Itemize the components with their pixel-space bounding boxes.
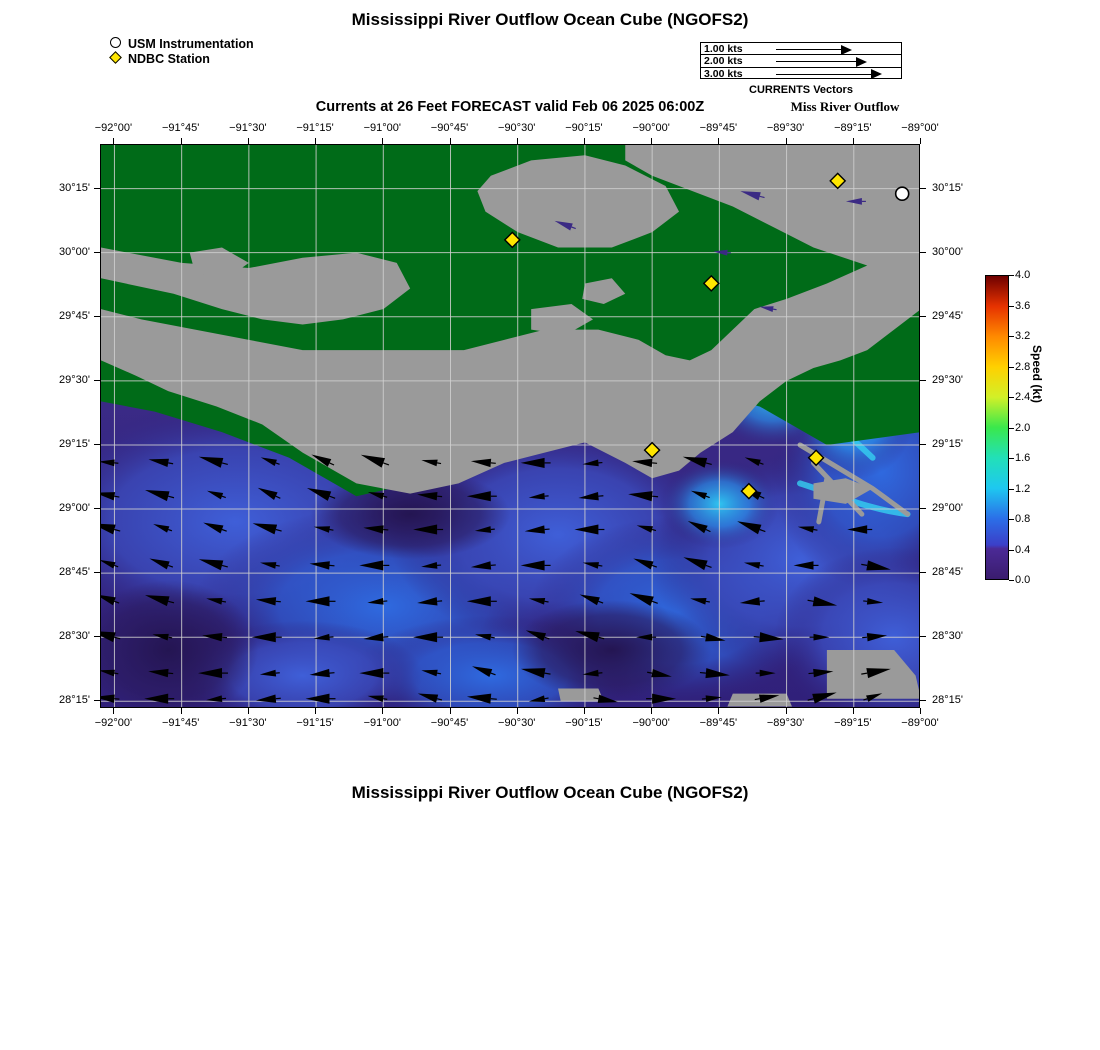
axis-tick-label: 30°00' <box>59 245 90 258</box>
axis-tick <box>920 188 926 189</box>
axis-tick-label: −89°00' <box>901 122 939 134</box>
colorbar-tick-label: 2.8 <box>1015 360 1031 373</box>
axis-tick <box>517 138 518 144</box>
speed-colorbar <box>985 275 1009 580</box>
axis-tick <box>853 138 854 144</box>
axis-tick-label: −90°15' <box>565 122 603 134</box>
colorbar-tick-label: 0.8 <box>1015 513 1031 525</box>
axis-tick <box>382 708 383 714</box>
axis-tick-label: −89°00' <box>901 717 939 729</box>
axis-tick-label: −90°45' <box>430 717 469 729</box>
axis-tick-label: 28°30' <box>59 630 90 643</box>
vector-arrow-icon-1 <box>841 45 852 55</box>
axis-tick <box>651 138 652 144</box>
axis-tick <box>94 508 100 509</box>
axis-tick-label: 30°15' <box>59 181 90 194</box>
axis-tick <box>920 508 926 509</box>
vector-scale-box <box>700 42 902 79</box>
axis-tick-label: −90°30' <box>498 717 536 729</box>
axis-tick <box>920 572 926 573</box>
axis-tick <box>94 252 100 253</box>
currents-vectors-label: CURRENTS Vectors <box>749 84 853 96</box>
colorbar-tick <box>1009 580 1014 581</box>
region-label: Miss River Outflow <box>790 99 900 114</box>
axis-tick-label: −89°15' <box>834 717 872 729</box>
axis-tick-label: −91°15' <box>296 717 334 729</box>
legend-item-ndbc <box>108 52 254 66</box>
colorbar-title: Speed (kt) <box>1030 345 1044 404</box>
circle-marker-icon <box>108 37 126 51</box>
axis-tick-label: −91°00' <box>363 122 401 134</box>
page-title-bottom: Mississippi River Outflow Ocean Cube (NGOFS2) <box>351 783 749 802</box>
axis-tick <box>853 708 854 714</box>
axis-tick-label: −91°45' <box>161 122 200 134</box>
axis-tick <box>94 380 100 381</box>
diamond-marker-icon <box>108 52 126 66</box>
axis-tick-label: −90°00' <box>632 122 670 134</box>
axis-tick-label: −90°45' <box>430 122 469 134</box>
colorbar-tick-label: 4.0 <box>1015 269 1031 281</box>
axis-tick <box>450 708 451 714</box>
axis-tick-label: 29°15' <box>59 437 90 450</box>
axis-tick-label: 29°45' <box>932 309 963 322</box>
axis-tick <box>315 708 316 714</box>
axis-tick <box>920 252 926 253</box>
colorbar-tick <box>1009 489 1014 490</box>
axis-tick-label: −89°45' <box>699 717 738 729</box>
axis-tick <box>94 572 100 573</box>
axis-tick <box>382 138 383 144</box>
axis-tick <box>517 708 518 714</box>
axis-tick-label: −89°45' <box>699 122 738 134</box>
colorbar-tick-label: 3.2 <box>1015 330 1031 342</box>
vector-scale-label-3: 3.00 kts <box>704 67 743 80</box>
axis-tick-label: −90°15' <box>565 717 603 729</box>
axis-tick <box>920 708 921 714</box>
axis-tick-label: 30°00' <box>932 245 963 258</box>
axis-tick-label: −91°00' <box>363 717 401 729</box>
legend-label-usm: USM Instrumentation <box>128 37 254 51</box>
axis-tick <box>584 708 585 714</box>
vector-arrow-icon-2 <box>856 57 867 67</box>
axis-tick-label: −91°15' <box>296 122 334 134</box>
axis-tick <box>651 708 652 714</box>
axis-tick <box>248 708 249 714</box>
axis-tick <box>94 188 100 189</box>
axis-tick <box>94 636 100 637</box>
axis-tick-label: 28°45' <box>932 566 963 579</box>
axis-tick <box>94 700 100 701</box>
axis-tick-label: −91°30' <box>229 717 267 729</box>
axis-tick <box>113 138 114 144</box>
axis-tick-label: 30°15' <box>932 181 963 194</box>
colorbar-tick <box>1009 458 1014 459</box>
colorbar-tick-label: 0.0 <box>1015 574 1031 586</box>
axis-tick-label: −91°30' <box>229 122 267 134</box>
vector-scale-line-2 <box>776 61 856 62</box>
axis-tick <box>248 138 249 144</box>
page-title: Mississippi River Outflow Ocean Cube (NGOFS2) <box>351 10 749 29</box>
vector-scale-row-2 <box>701 55 901 67</box>
axis-tick <box>450 138 451 144</box>
axis-tick <box>920 636 926 637</box>
legend-label-ndbc: NDBC Station <box>128 52 210 66</box>
axis-tick <box>113 708 114 714</box>
colorbar-tick <box>1009 428 1014 429</box>
axis-tick-label: 29°30' <box>59 373 90 386</box>
axis-tick <box>181 708 182 714</box>
vector-scale-line-1 <box>776 49 841 50</box>
axis-tick-label: 29°45' <box>59 309 90 322</box>
axis-tick <box>718 708 719 714</box>
axis-tick <box>786 708 787 714</box>
axis-tick <box>920 138 921 144</box>
axis-tick <box>920 444 926 445</box>
colorbar-tick-label: 1.6 <box>1015 452 1031 464</box>
vector-arrow-icon-3 <box>871 69 882 79</box>
axis-tick <box>920 700 926 701</box>
axis-tick <box>315 138 316 144</box>
vector-scale-label-2: 2.00 kts <box>704 55 743 68</box>
colorbar-tick <box>1009 306 1014 307</box>
axis-tick <box>94 444 100 445</box>
vector-scale-row-1 <box>701 43 901 55</box>
colorbar-tick <box>1009 397 1014 398</box>
axis-tick-label: 29°30' <box>932 373 963 386</box>
vector-scale-line-3 <box>776 74 871 75</box>
axis-tick-label: −89°30' <box>766 717 805 729</box>
axis-tick-label: 28°15' <box>59 694 90 707</box>
colorbar-tick-label: 1.2 <box>1015 482 1031 495</box>
colorbar-tick <box>1009 275 1014 276</box>
axis-tick-label: −89°15' <box>834 122 872 134</box>
axis-tick-label: −90°30' <box>498 122 536 134</box>
axis-tick <box>786 138 787 144</box>
axis-tick <box>584 138 585 144</box>
axis-tick-label: 28°15' <box>932 694 963 707</box>
axis-tick <box>920 380 926 381</box>
axis-tick-label: −89°30' <box>766 122 805 134</box>
axis-tick-label: 29°00' <box>59 502 90 515</box>
colorbar-tick <box>1009 519 1014 520</box>
axis-tick-label: −92°00' <box>94 122 133 134</box>
axis-tick <box>181 138 182 144</box>
forecast-subtitle: Currents at 26 Feet FORECAST valid Feb 06 2025 06:00Z <box>315 99 705 115</box>
axis-tick-label: 28°30' <box>932 630 963 643</box>
vector-scale-row-3 <box>701 68 901 80</box>
axis-tick <box>94 316 100 317</box>
axis-tick <box>718 138 719 144</box>
axis-tick-label: 29°00' <box>932 502 963 515</box>
axis-tick <box>920 316 926 317</box>
colorbar-tick <box>1009 550 1014 551</box>
axis-tick-label: −90°00' <box>632 717 670 729</box>
axis-tick-label: 29°15' <box>932 437 963 450</box>
colorbar-tick-label: 0.4 <box>1015 543 1031 556</box>
vector-scale-label-1: 1.00 kts <box>704 43 743 55</box>
colorbar-tick <box>1009 367 1014 368</box>
axis-tick-label: −91°45' <box>161 717 200 729</box>
axis-tick-label: −92°00' <box>94 717 133 729</box>
colorbar-tick <box>1009 336 1014 337</box>
colorbar-tick-label: 2.0 <box>1015 421 1031 434</box>
legend-item-usm <box>108 37 254 51</box>
map-legend <box>108 37 254 67</box>
colorbar-tick-label: 2.4 <box>1015 391 1031 403</box>
map-canvas[interactable] <box>100 144 920 708</box>
axis-tick-label: 28°45' <box>59 566 90 579</box>
colorbar-tick-label: 3.6 <box>1015 299 1031 312</box>
